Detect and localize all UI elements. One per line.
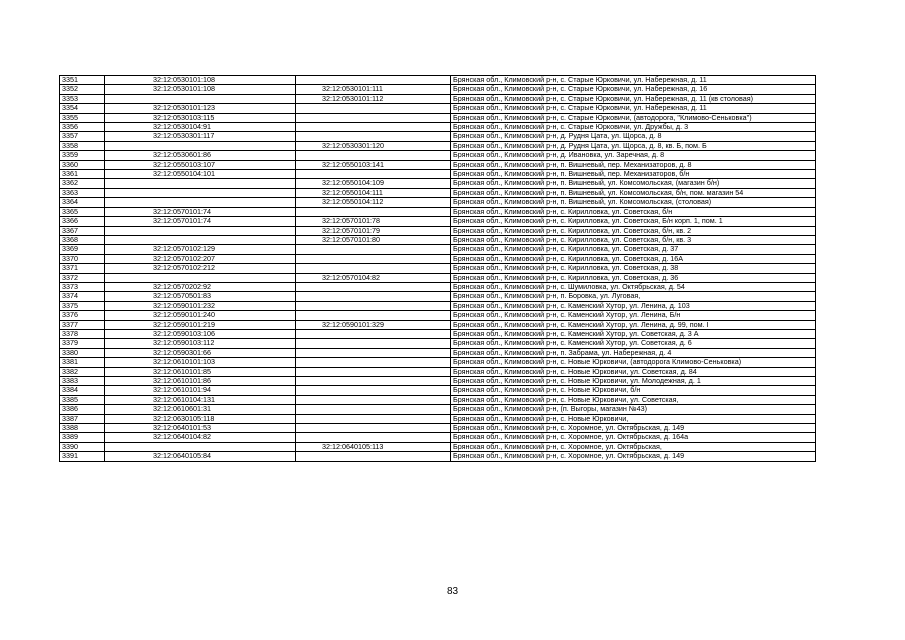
object-cadastral-number-cell: 32:12:0530101:111 xyxy=(296,85,451,94)
address-cell: Брянская обл., Климовский р-н, с. Старые Юрковичи, ул. Набережная, д. 11 xyxy=(451,104,816,113)
row-number-cell: 3378 xyxy=(60,329,105,338)
cadastral-number-cell: 32:12:0590301:66 xyxy=(105,348,296,357)
address-cell: Брянская обл., Климовский р-н, с. Каменский Хутор, ул. Ленина, Б/н xyxy=(451,311,816,320)
address-cell: Брянская обл., Климовский р-н, п. Вишневый, пер. Механизаторов, д. 8 xyxy=(451,160,816,169)
row-number-cell: 3374 xyxy=(60,292,105,301)
object-cadastral-number-cell xyxy=(296,170,451,179)
row-number-cell: 3359 xyxy=(60,151,105,160)
object-cadastral-number-cell xyxy=(296,76,451,85)
object-cadastral-number-cell: 32:12:0550104:111 xyxy=(296,188,451,197)
table-row xyxy=(60,141,816,150)
row-number-cell: 3361 xyxy=(60,170,105,179)
address-cell: Брянская обл., Климовский р-н, с. Кирилловка, ул. Советская, д. 16А xyxy=(451,254,816,263)
address-cell: Брянская обл., Климовский р-н, с. Кирилловка, ул. Советская, д. 36 xyxy=(451,273,816,282)
row-number-cell: 3382 xyxy=(60,367,105,376)
row-number-cell: 3368 xyxy=(60,235,105,244)
address-cell: Брянская обл., Климовский р-н, п. Вишневый, ул. Комсомольская, (столовая) xyxy=(451,198,816,207)
address-cell: Брянская обл., Климовский р-н, с. Старые Юрковичи, ул. Дружбы, д. 3 xyxy=(451,123,816,132)
object-cadastral-number-cell xyxy=(296,151,451,160)
row-number-cell: 3390 xyxy=(60,442,105,451)
address-cell: Брянская обл., Климовский р-н, с. Кирилловка, ул. Советская, б/н xyxy=(451,207,816,216)
address-cell: Брянская обл., Климовский р-н, с. Каменский Хутор, ул. Ленина, д. 103 xyxy=(451,301,816,310)
address-cell: Брянская обл., Климовский р-н, с. Хоромное, ул. Октябрьская, д. 149 xyxy=(451,452,816,461)
address-cell: Брянская обл., Климовский р-н, с. Старые Юрковичи, ул. Набережная, д. 11 xyxy=(451,76,816,85)
object-cadastral-number-cell xyxy=(296,414,451,423)
object-cadastral-number-cell xyxy=(296,301,451,310)
cadastral-number-cell xyxy=(105,235,296,244)
table-row xyxy=(60,292,816,301)
cadastral-number-cell: 32:12:0530104:91 xyxy=(105,123,296,132)
row-number-cell: 3377 xyxy=(60,320,105,329)
row-number-cell: 3385 xyxy=(60,395,105,404)
object-cadastral-number-cell: 32:12:0570101:78 xyxy=(296,217,451,226)
table-row xyxy=(60,132,816,141)
table-row xyxy=(60,442,816,451)
object-cadastral-number-cell: 32:12:0590101:329 xyxy=(296,320,451,329)
cadastral-number-cell: 32:12:0570102:207 xyxy=(105,254,296,263)
cadastral-number-cell: 32:12:0530601:86 xyxy=(105,151,296,160)
cadastral-number-cell: 32:12:0610101:85 xyxy=(105,367,296,376)
object-cadastral-number-cell: 32:12:0570104:82 xyxy=(296,273,451,282)
address-cell: Брянская обл., Климовский р-н, с. Новые Юрковичи, б/н xyxy=(451,386,816,395)
table-row xyxy=(60,339,816,348)
table-row xyxy=(60,264,816,273)
table-row xyxy=(60,226,816,235)
row-number-cell: 3352 xyxy=(60,85,105,94)
registry-table-body xyxy=(60,76,816,462)
cadastral-number-cell xyxy=(105,94,296,103)
object-cadastral-number-cell xyxy=(296,452,451,461)
table-row xyxy=(60,377,816,386)
row-number-cell: 3369 xyxy=(60,245,105,254)
table-row xyxy=(60,76,816,85)
object-cadastral-number-cell xyxy=(296,282,451,291)
object-cadastral-number-cell: 32:12:0530101:112 xyxy=(296,94,451,103)
cadastral-number-cell: 32:12:0590101:232 xyxy=(105,301,296,310)
row-number-cell: 3358 xyxy=(60,141,105,150)
table-row xyxy=(60,405,816,414)
row-number-cell: 3363 xyxy=(60,188,105,197)
object-cadastral-number-cell xyxy=(296,264,451,273)
address-cell: Брянская обл., Климовский р-н, с. Кирилловка, ул. Советская, б/н, кв. 2 xyxy=(451,226,816,235)
cadastral-number-cell: 32:12:0570101:74 xyxy=(105,207,296,216)
address-cell: Брянская обл., Климовский р-н, с. Хоромное, ул. Октябрьская, д. 149 xyxy=(451,424,816,433)
cadastral-number-cell: 32:12:0530101:123 xyxy=(105,104,296,113)
registry-table xyxy=(59,75,816,462)
address-cell: Брянская обл., Климовский р-н, д. Рудня Цата, ул. Щорса, д. 8 xyxy=(451,132,816,141)
cadastral-number-cell: 32:12:0530101:108 xyxy=(105,85,296,94)
object-cadastral-number-cell xyxy=(296,348,451,357)
object-cadastral-number-cell: 32:12:0640105:113 xyxy=(296,442,451,451)
cadastral-number-cell xyxy=(105,141,296,150)
table-row xyxy=(60,424,816,433)
address-cell: Брянская обл., Климовский р-н, с. Каменский Хутор, ул. Советская, д. 3 А xyxy=(451,329,816,338)
address-cell: Брянская обл., Климовский р-н, с. Старые Юрковичи, ул. Набережная, д. 11 (кв столовая) xyxy=(451,94,816,103)
address-cell: Брянская обл., Климовский р-н, д. Рудня Цата, ул. Щорса, д. 8, кв. Б, пом. Б xyxy=(451,141,816,150)
row-number-cell: 3379 xyxy=(60,339,105,348)
address-cell: Брянская обл., Климовский р-н, п. Вишневый, ул. Комсомольская, б/н, пом. магазин 54 xyxy=(451,188,816,197)
table-row xyxy=(60,198,816,207)
row-number-cell: 3389 xyxy=(60,433,105,442)
table-row xyxy=(60,329,816,338)
address-cell: Брянская обл., Климовский р-н, с. Новые Юрковичи, (автодорога Климово-Сеньковка) xyxy=(451,358,816,367)
cadastral-number-cell: 32:12:0640104:82 xyxy=(105,433,296,442)
cadastral-number-cell: 32:12:0590103:106 xyxy=(105,329,296,338)
object-cadastral-number-cell: 32:12:0570101:79 xyxy=(296,226,451,235)
table-row xyxy=(60,311,816,320)
table-row xyxy=(60,282,816,291)
row-number-cell: 3386 xyxy=(60,405,105,414)
table-row xyxy=(60,207,816,216)
row-number-cell: 3376 xyxy=(60,311,105,320)
address-cell: Брянская обл., Климовский р-н, (п. Выгоры, магазин №43) xyxy=(451,405,816,414)
row-number-cell: 3391 xyxy=(60,452,105,461)
row-number-cell: 3383 xyxy=(60,377,105,386)
table-row xyxy=(60,85,816,94)
object-cadastral-number-cell: 32:12:0550103:141 xyxy=(296,160,451,169)
object-cadastral-number-cell xyxy=(296,367,451,376)
row-number-cell: 3381 xyxy=(60,358,105,367)
object-cadastral-number-cell: 32:12:0550104:109 xyxy=(296,179,451,188)
object-cadastral-number-cell xyxy=(296,292,451,301)
table-row xyxy=(60,94,816,103)
address-cell: Брянская обл., Климовский р-н, с. Новые Юрковичи, ул. Молодежная, д. 1 xyxy=(451,377,816,386)
cadastral-number-cell: 32:12:0570102:129 xyxy=(105,245,296,254)
object-cadastral-number-cell xyxy=(296,329,451,338)
row-number-cell: 3371 xyxy=(60,264,105,273)
object-cadastral-number-cell xyxy=(296,405,451,414)
object-cadastral-number-cell xyxy=(296,104,451,113)
address-cell: Брянская обл., Климовский р-н, д. Ивановка, ул. Заречная, д. 8 xyxy=(451,151,816,160)
object-cadastral-number-cell: 32:12:0570101:80 xyxy=(296,235,451,244)
row-number-cell: 3388 xyxy=(60,424,105,433)
row-number-cell: 3351 xyxy=(60,76,105,85)
address-cell: Брянская обл., Климовский р-н, с. Старые Юрковичи, (автодорога, "Климово-Сеньковка") xyxy=(451,113,816,122)
address-cell: Брянская обл., Климовский р-н, п. Вишневый, ул. Комсомольская, (магазин б/н) xyxy=(451,179,816,188)
row-number-cell: 3380 xyxy=(60,348,105,357)
object-cadastral-number-cell xyxy=(296,433,451,442)
cadastral-number-cell: 32:12:0570102:212 xyxy=(105,264,296,273)
row-number-cell: 3356 xyxy=(60,123,105,132)
cadastral-number-cell xyxy=(105,226,296,235)
row-number-cell: 3360 xyxy=(60,160,105,169)
row-number-cell: 3357 xyxy=(60,132,105,141)
cadastral-number-cell: 32:12:0640101:53 xyxy=(105,424,296,433)
row-number-cell: 3372 xyxy=(60,273,105,282)
row-number-cell: 3384 xyxy=(60,386,105,395)
cadastral-number-cell: 32:12:0610601:31 xyxy=(105,405,296,414)
object-cadastral-number-cell xyxy=(296,254,451,263)
object-cadastral-number-cell xyxy=(296,123,451,132)
cadastral-number-cell: 32:12:0530103:115 xyxy=(105,113,296,122)
table-row xyxy=(60,254,816,263)
address-cell: Брянская обл., Климовский р-н, с. Новые Юрковичи, ул. Советская, д. 84 xyxy=(451,367,816,376)
cadastral-number-cell xyxy=(105,179,296,188)
address-cell: Брянская обл., Климовский р-н, с. Новые Юрковичи, xyxy=(451,414,816,423)
object-cadastral-number-cell: 32:12:0550104:112 xyxy=(296,198,451,207)
cadastral-number-cell: 32:12:0570501:83 xyxy=(105,292,296,301)
cadastral-number-cell: 32:12:0590103:112 xyxy=(105,339,296,348)
table-row xyxy=(60,235,816,244)
table-row xyxy=(60,358,816,367)
cadastral-number-cell: 32:12:0530301:117 xyxy=(105,132,296,141)
object-cadastral-number-cell xyxy=(296,424,451,433)
row-number-cell: 3387 xyxy=(60,414,105,423)
cadastral-number-cell: 32:12:0550103:107 xyxy=(105,160,296,169)
address-cell: Брянская обл., Климовский р-н, с. Каменский Хутор, ул. Ленина, д. 99, пом. I xyxy=(451,320,816,329)
address-cell: Брянская обл., Климовский р-н, с. Хоромное, ул. Октябрьская, xyxy=(451,442,816,451)
table-row xyxy=(60,245,816,254)
table-row xyxy=(60,217,816,226)
cadastral-number-cell: 32:12:0550104:101 xyxy=(105,170,296,179)
cadastral-number-cell: 32:12:0610101:103 xyxy=(105,358,296,367)
table-row xyxy=(60,414,816,423)
row-number-cell: 3365 xyxy=(60,207,105,216)
table-row xyxy=(60,113,816,122)
row-number-cell: 3362 xyxy=(60,179,105,188)
address-cell: Брянская обл., Климовский р-н, с. Хоромное, ул. Октябрьская, д. 164а xyxy=(451,433,816,442)
object-cadastral-number-cell: 32:12:0530301:120 xyxy=(296,141,451,150)
object-cadastral-number-cell xyxy=(296,245,451,254)
object-cadastral-number-cell xyxy=(296,358,451,367)
cadastral-number-cell: 32:12:0590101:219 xyxy=(105,320,296,329)
object-cadastral-number-cell xyxy=(296,132,451,141)
cadastral-number-cell xyxy=(105,442,296,451)
address-cell: Брянская обл., Климовский р-н, с. Шумиловка, ул. Октябрьская, д. 54 xyxy=(451,282,816,291)
cadastral-number-cell: 32:12:0570202:92 xyxy=(105,282,296,291)
object-cadastral-number-cell xyxy=(296,339,451,348)
address-cell: Брянская обл., Климовский р-н, п. Забрама, ул. Набережная, д. 4 xyxy=(451,348,816,357)
object-cadastral-number-cell xyxy=(296,311,451,320)
address-cell: Брянская обл., Климовский р-н, с. Кирилловка, ул. Советская, Б/н корп. 1, пом. 1 xyxy=(451,217,816,226)
table-row xyxy=(60,433,816,442)
table-row xyxy=(60,123,816,132)
cadastral-number-cell: 32:12:0590101:240 xyxy=(105,311,296,320)
table-row xyxy=(60,151,816,160)
table-row xyxy=(60,386,816,395)
address-cell: Брянская обл., Климовский р-н, с. Старые Юрковичи, ул. Набережная, д. 16 xyxy=(451,85,816,94)
table-row xyxy=(60,395,816,404)
row-number-cell: 3366 xyxy=(60,217,105,226)
object-cadastral-number-cell xyxy=(296,377,451,386)
row-number-cell: 3373 xyxy=(60,282,105,291)
page-number: 83 xyxy=(446,586,459,597)
address-cell: Брянская обл., Климовский р-н, с. Новые Юрковичи, ул. Советская, xyxy=(451,395,816,404)
row-number-cell: 3353 xyxy=(60,94,105,103)
cadastral-number-cell: 32:12:0610101:86 xyxy=(105,377,296,386)
cadastral-number-cell: 32:12:0640105:84 xyxy=(105,452,296,461)
cadastral-number-cell: 32:12:0610101:94 xyxy=(105,386,296,395)
cadastral-number-cell: 32:12:0530101:108 xyxy=(105,76,296,85)
row-number-cell: 3375 xyxy=(60,301,105,310)
table-row xyxy=(60,160,816,169)
table-row xyxy=(60,188,816,197)
address-cell: Брянская обл., Климовский р-н, с. Кирилловка, ул. Советская, д. 37 xyxy=(451,245,816,254)
object-cadastral-number-cell xyxy=(296,395,451,404)
cadastral-number-cell: 32:12:0630105:118 xyxy=(105,414,296,423)
table-row xyxy=(60,301,816,310)
object-cadastral-number-cell xyxy=(296,113,451,122)
table-row xyxy=(60,452,816,461)
address-cell: Брянская обл., Климовский р-н, с. Кирилловка, ул. Советская, б/н, кв. 3 xyxy=(451,235,816,244)
table-row xyxy=(60,320,816,329)
row-number-cell: 3370 xyxy=(60,254,105,263)
cadastral-number-cell xyxy=(105,188,296,197)
cadastral-number-cell xyxy=(105,273,296,282)
row-number-cell: 3364 xyxy=(60,198,105,207)
table-row xyxy=(60,273,816,282)
cadastral-number-cell xyxy=(105,198,296,207)
object-cadastral-number-cell xyxy=(296,386,451,395)
table-row xyxy=(60,104,816,113)
object-cadastral-number-cell xyxy=(296,207,451,216)
address-cell: Брянская обл., Климовский р-н, с. Кирилловка, ул. Советская, д. 38 xyxy=(451,264,816,273)
row-number-cell: 3355 xyxy=(60,113,105,122)
table-row xyxy=(60,367,816,376)
address-cell: Брянская обл., Климовский р-н, с. Каменский Хутор, ул. Советская, д. 6 xyxy=(451,339,816,348)
row-number-cell: 3367 xyxy=(60,226,105,235)
address-cell: Брянская обл., Климовский р-н, п. Вишневый, пер. Механизаторов, б/н xyxy=(451,170,816,179)
row-number-cell: 3354 xyxy=(60,104,105,113)
cadastral-number-cell: 32:12:0570101:74 xyxy=(105,217,296,226)
cadastral-number-cell: 32:12:0610104:131 xyxy=(105,395,296,404)
table-row xyxy=(60,170,816,179)
address-cell: Брянская обл., Климовский р-н, п. Боровка, ул. Луговая, xyxy=(451,292,816,301)
table-row xyxy=(60,348,816,357)
table-row xyxy=(60,179,816,188)
